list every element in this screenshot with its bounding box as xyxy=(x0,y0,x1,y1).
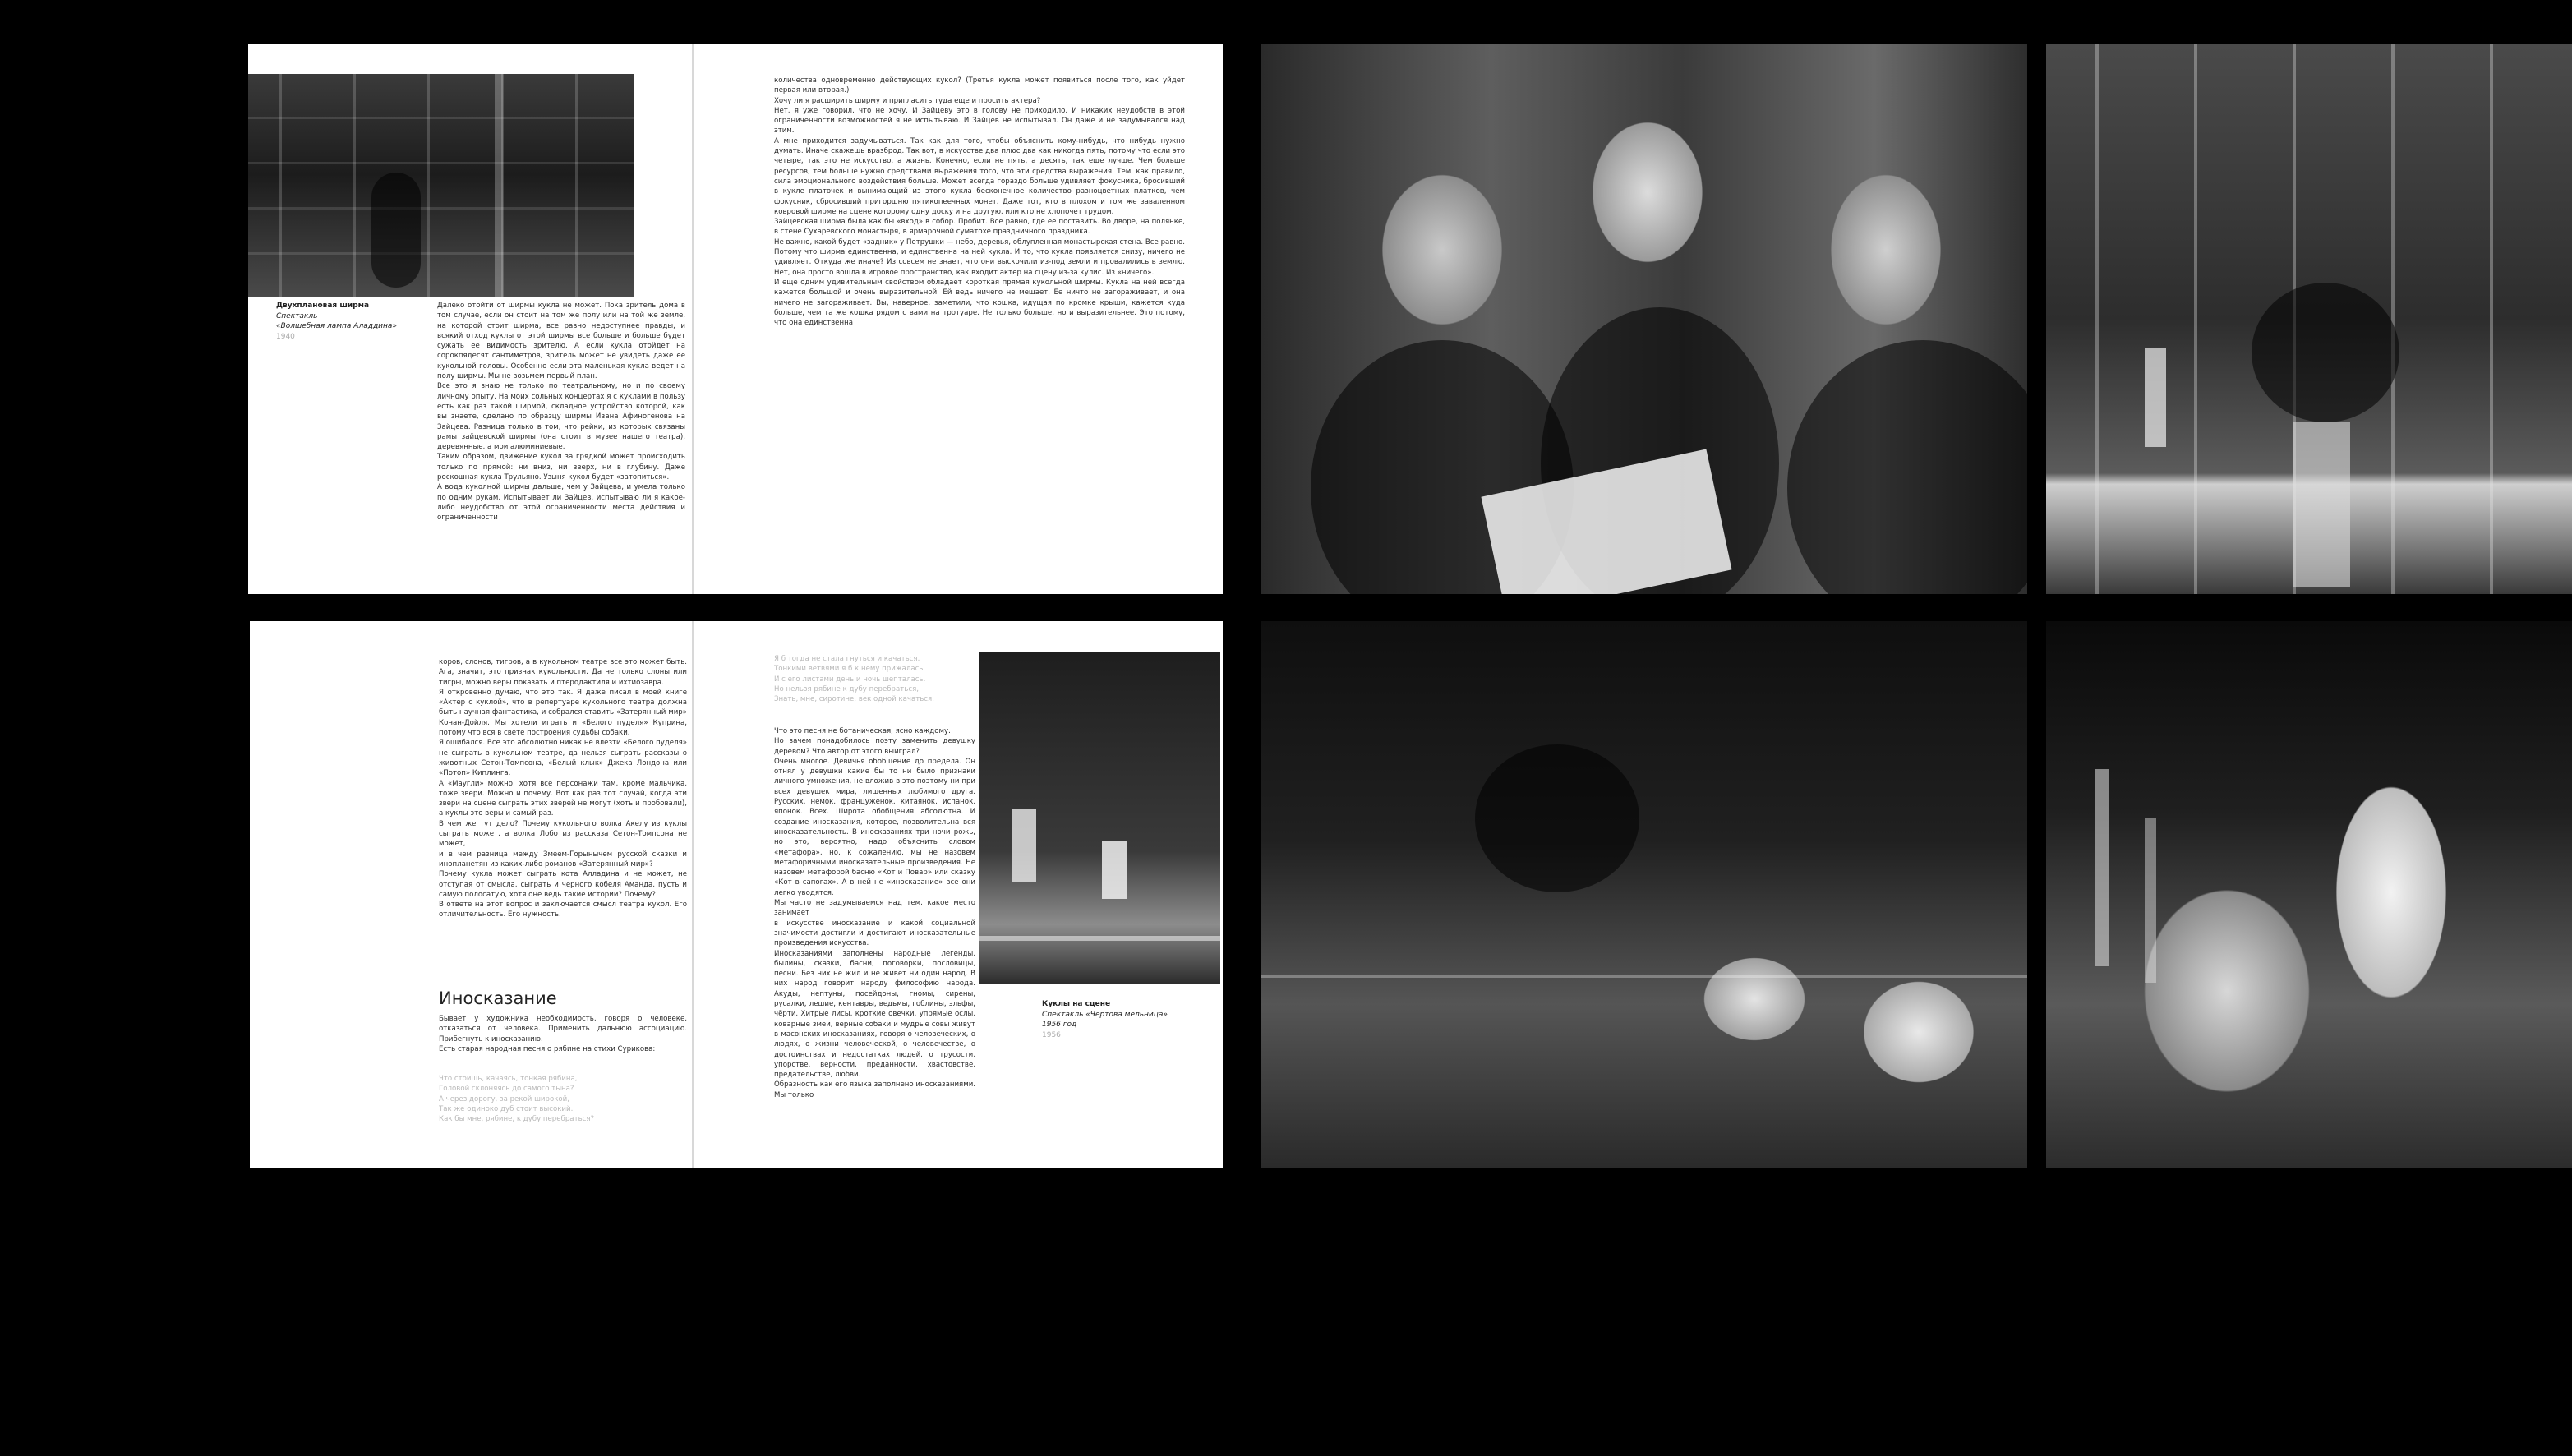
photo-puppet-elephant xyxy=(2046,621,2572,1168)
poem-text: Что стоишь, качаясь, тонкая рябина, Головой склоняясь до самого тына? А через дорогу, за рекой широкой, Так же одиноко дуб стоит высокий. Как бы мне, рябине, к дубу перебраться? xyxy=(439,1075,595,1124)
spread-gutter xyxy=(692,44,694,594)
section-heading: Иносказание xyxy=(439,988,557,1008)
caption-code: 1956 xyxy=(1042,1030,1061,1039)
caption-title: Двухплановая ширма xyxy=(276,302,370,310)
poem-text-continued: Я б тогда не стала гнуться и качаться. Тонкими ветвями я б к нему прижалась И с его листами день и ночь шепталась. Но нельзя рябине к дубу перебраться, Знать, мне, сиротине, век одной качаться. xyxy=(774,655,934,704)
caption-line: 1956 год xyxy=(1042,1021,1077,1029)
section-intro-text: Бывает у художника необходимость, говоря о человеке, отказаться от человека. Применить дальнюю ассоциацию. Прибегнуть к иносказанию. Есть старая народная песня о рябине на стихи Сурикова: xyxy=(439,1015,687,1053)
photo-puppets-garden-scene xyxy=(2046,44,2572,594)
caption-code: 1940 xyxy=(276,332,295,341)
body-text-left: коров, слонов, тигров, а в кукольном театре все это может быть. Ага, значит, это признак кукольности. Да не только слоны или тигры, можно веры показать и птеродактиля и ихтиозавра. Я откровенно думаю, что это так. Я даже писал в моей книге «Актер с куклой», что в репертуаре кукольного театра должна быть научная фантастика, и собрался ставить «Затерянный мир» Конан-Дойля. Мы хотели играть и «Белого пуделя» Куприна, потому что вся в свете построения судьбы собаки. Я ошибался. Все это абсолютно никак не влезти «Белого пуделя» не сыграть в кукольном театре, да нельзя сыграть рассказы о животных Сетон-Томпсона, «Белый клык» Джека Лондона или «Потоп» Киплинга. А «Маугли» можно, хотя все персонажи там, кроме мальчика, тоже звери. Можно и почему. Вот как раз тот случай, когда эти звери на сцене сыграть этих зверей не могут (хоть и пробовали), а куклы это веры и самый раз. В чем же тут дело? Почему кукольного волка Акелу из куклы сыграть может, а волка Лобо из рассказа Сетон-Томпсона не может, и в чем разница между Змеем-Горынычем русской сказки и инопланетян из каких-либо романов «Затерянный мир»? Почему кукла может сыграть кота Алладина и не может, не отступая от смысла, сыграть и черного кобеля Аманда, пусть и самую полосатую, хотя оне ведь такие истории? Почему? В ответе на этот вопрос и заключается смысл театра кукол. Его отличительность. Его нужность. xyxy=(439,658,687,919)
caption-title: Куклы на сцене xyxy=(1042,1000,1111,1008)
caption-line: «Волшебная лампа Аладдина» xyxy=(276,322,397,330)
spread-gutter xyxy=(692,621,694,1168)
photo-caption xyxy=(1042,999,1215,1040)
caption-line: Спектакль «Чертова мельница» xyxy=(1042,1010,1168,1019)
photo-stage-rig xyxy=(248,74,634,297)
caption-line: Спектакль xyxy=(276,311,318,320)
photo-stage-crew xyxy=(1261,621,2027,1168)
body-text-left: Далеко отойти от ширмы кукла не может. Пока зритель дома в том случае, если он стоит на том же полу или на той же земле, на которой стоит ширма, все равно недоступнее правды, и всякий отход куклы от этой ширмы все больше и больше будет сужать ее видимость зрителю. А если кукла отойдет на сорокпядесят сантиметров, зритель может не увидеть даже ее кукольной головы. Особенно если эта маленькая кукла ведет на полу ширмы. Мы не возьмем первый план. Все это я знаю не только по театральному, но и по своему личному опыту. На моих сольных концертах я с куклами в пользу есть как раз такой ширмой, складное устройство которой, как вы знаете, сделано по образцу ширмы Ивана Афиногенова на Зайцева. Разница только в том, что рейки, из которых связаны рамы зайцевской ширмы (она стоит в музее нашего театра), деревянные, а мои алюминиевые. Таким образом, движение кукол за грядкой может происходить только по прямой: ни вниз, ни вверх, ни в глубину. Даже роскошная кукла Трульяно. Узыня кукол будет «затопиться». А вода куколной ширмы дальше, чем у Зайцева, и умела только по одним рукам. Испытывает ли Зайцев, испытываю ли я какое-либо неудобство от этой ограниченности места действия и ограниченности xyxy=(437,302,685,523)
body-text-right: количества одновременно действующих кукол? (Третья кукла может появиться после того, как уйдет первая или вторая.) Хочу ли я расширить ширму и пригласить туда еще и просить актера? Нет, я уже говорил, что не хочу. И Зайцеву это в голову не приходило. И никаких неудобств в этой ограниченности возможностей я не испытываю. И Зайцев не испытывал. Он даже и не задумывался над этим. А мне приходится задумываться. Так как для того, чтобы объяснить кому-нибудь, что нибудь нужно думать. Иначе скажешь вразброд. Так вот, в искусстве два плюс два как никогда пять, потому что если это четыре, так это не искусство, а жизнь. Конечно, если не пять, а десять, так еще лучше. Чем больше ресурсов, тем больше нужно средствами выражения того, что эти средства выражения. Тем, как правило, сила эмоционального воздействия больше. Может всегда гораздо больше удивляет фокусника, бросивший в кукле платочек и вынимающий из этого кукла бесконечное количество разноцветных платков, чем фокусник, сбросивший пригоршню пятикопеечных монет. Даже тот, кто в плохом и том же заваленном ковровой ширме на сцене которому одну доску и на другую, или кто не хлопочет трудом. Зайцевская ширма была как бы «вход» в собор. Пробит. Все равно, где ее поставить. Во дворе, на полянке, в стене Сухаревского монастыря, в ярмарочной суматохе праздничного праздника. Не важно, какой будет «задник» у Петрушки — небо, деревья, облупленная монастырская стена. Все равно. Потому что ширма единственна, и единственна на ней кукла. И то, что кукла появляется снизу, ничего не удивляет. Откуда же иначе? Из совсем не знает, что они выскочили из-под земли и провалились в землю. Нет, она просто вошла в игровое пространство, как входит актер на сцену из-за кулис. Из «ничего». И еще одним удивительным свойством обладает короткая прямая кукольной ширмы. Кукла на ней всегда кажется большой и очень выразительной. Ей ведь ничего не мешает. Ее ничто не загораживает, и она ничего не загораживает. Вы, наверное, заметили, что кошка, идущая по кромке крыши, кажется куда больше, чем та же кошка рядом с вами на тротуаре. Не только больше, но и выразительнее. Это потому, что она единственна xyxy=(774,76,1185,328)
photo-puppets-on-stage xyxy=(979,652,1220,984)
photo-caption xyxy=(276,301,432,342)
body-text-right: Что это песня не ботаническая, ясно каждому. Но зачем понадобилось поэту заменить девушку деревом? Что автор от этого выиграл? Очень многое. Девичья обобщение до предела. Он отнял у девушки какие бы то ни было признаки личного умножения, не вложив в это поэтому ни при всех девушек мира, лишенных любимого друга. Русских, немок, француженок, китаянок, испанок, японок. Всех. Широта обобщения абсолютна. И создание иносказания, которое, позволительна вся иносказательность. В иносказаниях три ночи рожь, но это, вероятно, надо объяснить словом «метафора», но, к сожалению, мы не назовем метафоричными иносказательные произведения. Не назовем метафорой басню «Кот и Повар» или сказку «Кот в сапогах». А в ней не «иносказание» все они легко уводятся. Мы часто не задумываемся над тем, какое место занимает в искусстве иносказание и какой социальной значимости достигли и достигают иносказательные произведения искусства. Иносказаниями заполнены народные легенды, былины, сказки, басни, поговорки, пословицы, песни. Без них не жил и не живет ни один народ. В них народ говорит народу философию народа. Акуды, нептуны, посейдоны, гномы, сирены, русалки, лешие, кентавры, ведьмы, гоблины, эльфы, чёрти. Хитрые лисы, кроткие овечки, упрямые ослы, коварные змеи, верные собаки и мудрые совы живут в масонских иносказаниях, говоря о человеческих, о людях, о жизни человеческой, о человечестве, о достоинствах и недостатках людей, о трусости, упорстве, верности, преданности, хвастовстве, предательстве, любви. Образность как его языка заполнено иносказаниями. Мы только xyxy=(774,727,975,1099)
photo-three-people-reading xyxy=(1261,44,2027,594)
